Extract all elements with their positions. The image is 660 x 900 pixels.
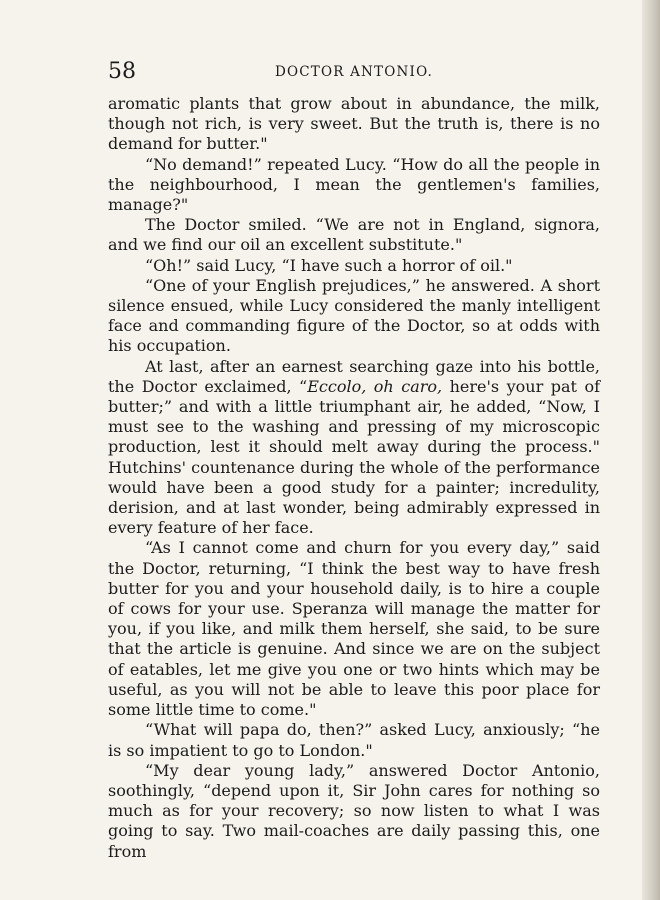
paragraph-text: here's your pat of butter;” and with a little triumphant air, he added, “Now, I must see to the washing and pressing of my microscopic production, lest it should melt away during the process." Hutchins' countenance during the whole of the performance would have been a good study for a painter; incredulity, derision, and at last wonder, being admirably expressed in every feature of her face. bbox=[108, 376, 601, 538]
paragraph bbox=[108, 357, 600, 539]
italic-phrase: Eccolo, oh caro, bbox=[307, 376, 443, 396]
paragraph: “As I cannot come and churn for you every day,” said the Doctor, returning, “I think the best way to have fresh butter for you and your household daily, is to hire a couple of cows for your use. Speranza will manage the matter for you, if you like, and milk them herself, she said, to be sure that the article is genuine. And since we are on the subject of eatables, let me give you one or two hints which may be useful, as you will not be able to leave this poor place for some little time to come." bbox=[108, 538, 600, 720]
paragraph: “What will papa do, then?” asked Lucy, anxiously; “he is so impatient to go to London." bbox=[108, 720, 600, 760]
paragraph: The Doctor smiled. “We are not in England, signora, and we find our oil an excellent substitute." bbox=[108, 215, 600, 255]
paragraph-text: At last, after an earnest searching gaze into his bottle, the Doctor exclaimed, “ bbox=[108, 356, 600, 396]
running-title: DOCTOR ANTONIO. bbox=[274, 64, 434, 80]
paragraph: “My dear young lady,” answered Doctor Antonio, soothingly, “depend upon it, Sir John cares for nothing so much as for your recovery; so now listen to what I was going to say. Two mail-coaches are daily passing this, one from bbox=[108, 760, 600, 861]
paragraph: “One of your English prejudices,” he answered. A short silence ensued, while Lucy considered the manly intelligent face and commanding figure of the Doctor, so at odds with his occupation. bbox=[108, 275, 600, 356]
body-text bbox=[108, 94, 600, 862]
paragraph: “Oh!” said Lucy, “I have such a horror of oil." bbox=[145, 255, 513, 275]
paragraph: “No demand!” repeated Lucy. “How do all the people in the neighbourhood, I mean the gentlemen's families, manage?" bbox=[108, 154, 600, 215]
book-spine-edge bbox=[642, 0, 660, 900]
paragraph-continued: aromatic plants that grow about in abundance, the milk, though not rich, is very sweet. But the truth is, there is no demand for butter." bbox=[108, 94, 600, 154]
page-number: 58 bbox=[108, 59, 136, 84]
page-content bbox=[108, 56, 600, 862]
running-header bbox=[108, 56, 600, 86]
